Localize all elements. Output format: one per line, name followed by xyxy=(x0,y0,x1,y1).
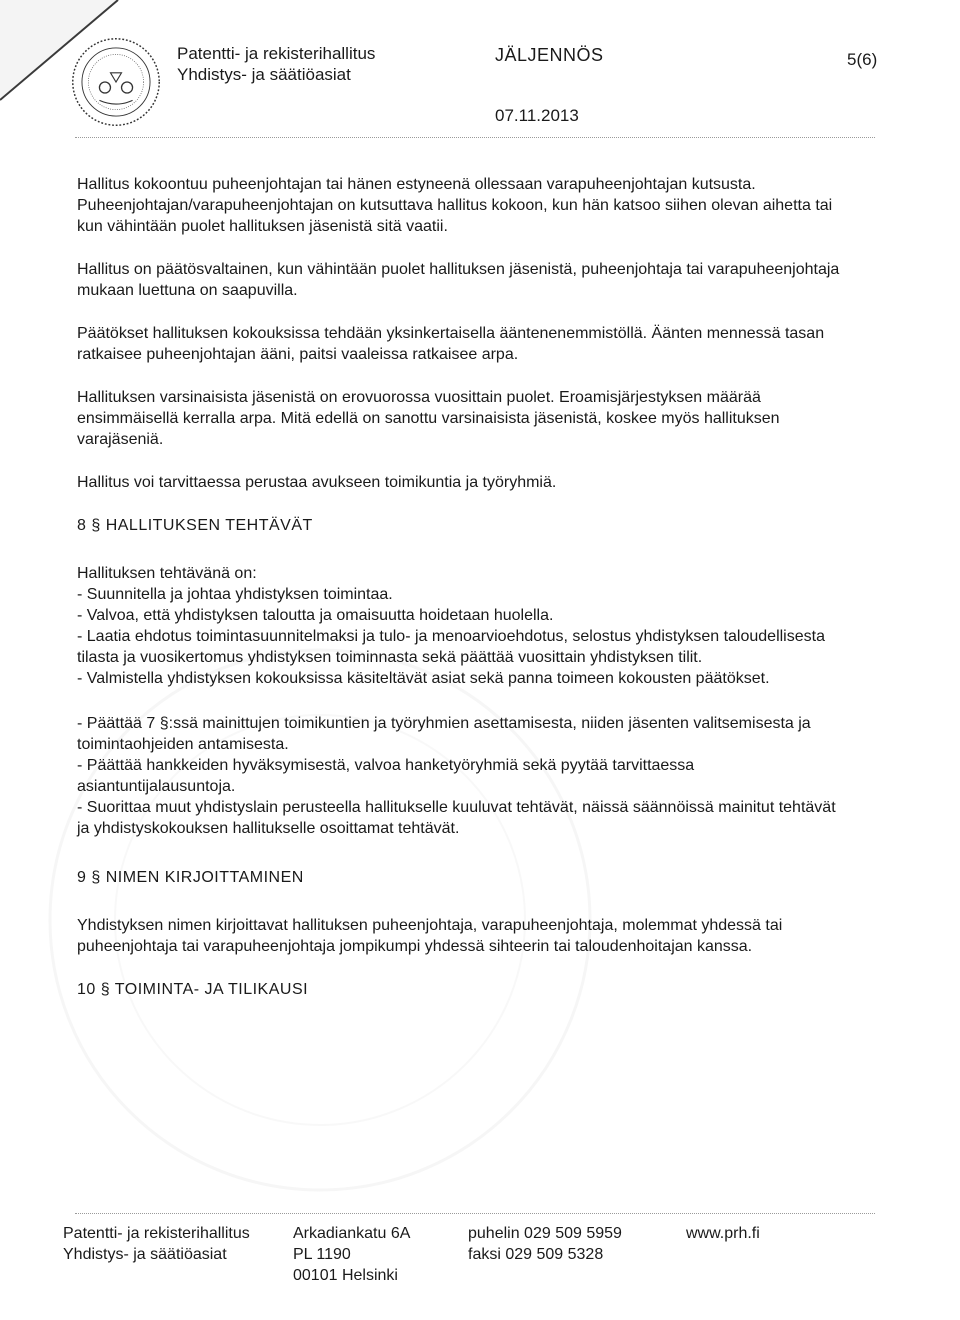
header-organization xyxy=(177,43,375,85)
footer-pobox: PL 1190 xyxy=(293,1246,351,1263)
task-item: - Valvoa, että yhdistyksen taloutta ja omaisuutta hoidetaan huolella. xyxy=(77,607,554,624)
prh-seal-icon xyxy=(70,36,162,128)
footer-street: Arkadiankatu 6A xyxy=(293,1225,411,1242)
paragraph-rotation: Hallituksen varsinaisista jäsenistä on erovuorossa vuosittain puolet. Eroamisjärjestyksen määrää ensimmäisellä kerralla arpa. Mitä edellä on sanottu varsinaisista jäsenistä, koskee myös hallituksen varajäseniä. xyxy=(77,389,780,448)
footer-website xyxy=(686,1223,760,1244)
section-heading-8: 8 § HALLITUKSEN TEHTÄVÄT xyxy=(77,517,313,534)
footer-postcode: 00101 Helsinki xyxy=(293,1267,398,1284)
document-body xyxy=(77,174,847,1027)
task-item: - Suorittaa muut yhdistyslain perusteella hallitukselle kuuluvat tehtävät, näissä säännöissä mainitut tehtävät ja yhdistyskokouksen hallitukselle osoittamat tehtävät. xyxy=(77,799,836,837)
task-item: - Päättää 7 §:ssä mainittujen toimikuntien ja työryhmien asettamisesta, niiden jäsenten valitsemisesta ja toimintaohjeiden antamisesta. xyxy=(77,715,811,753)
header-org-name: Patentti- ja rekisterihallitus xyxy=(177,44,376,63)
footer-organization xyxy=(63,1223,250,1265)
page-number: 5(6) xyxy=(847,50,878,69)
footer-address xyxy=(293,1223,410,1286)
task-item: - Laatia ehdotus toimintasuunnitelmaksi ja tulo- ja menoarvioehdotus, selostus yhdistyksen taloudellisesta tilasta ja vuosikertomus yhdistyksen toiminnasta sekä päättää vuosittain yhdistyksen tilit. xyxy=(77,628,825,666)
footer-org-unit: Yhdistys- ja säätiöasiat xyxy=(63,1246,227,1263)
task-item: - Suunnitella ja johtaa yhdistyksen toimintaa. xyxy=(77,586,393,603)
paragraph-quorum: Hallitus on päätösvaltainen, kun vähintään puolet hallituksen jäsenistä, puheenjohtaja tai varapuheenjohtaja mukaan luettuna on saapuvilla. xyxy=(77,261,840,299)
paragraph-decisions: Päätökset hallituksen kokouksissa tehdään yksinkertaisella ääntenenemmistöllä. Äänten mennessä tasan ratkaisee puheenjohtajan ääni, paitsi vaaleissa ratkaisee arpa. xyxy=(77,325,825,363)
task-item: - Valmistella yhdistyksen kokouksissa käsiteltävät asiat sekä panna toimeen kokousten päätökset. xyxy=(77,670,770,687)
footer-fax: faksi 029 509 5328 xyxy=(468,1246,604,1263)
footer-divider xyxy=(75,1213,875,1214)
paragraph-committees: Hallitus voi tarvittaessa perustaa avukseen toimikuntia ja työryhmiä. xyxy=(77,474,557,491)
section-heading-9: 9 § NIMEN KIRJOITTAMINEN xyxy=(77,869,304,886)
footer-phone: puhelin 029 509 5959 xyxy=(468,1225,622,1242)
paragraph-signing: Yhdistyksen nimen kirjoittavat hallituksen puheenjohtaja, varapuheenjohtaja, molemmat yhdessä tai puheenjohtaja tai varapuheenjohtaja jompikumpi yhdessä sihteerin tai taloudenhoitajan kanssa. xyxy=(77,917,783,955)
section-heading-10: 10 § TOIMINTA- JA TILIKAUSI xyxy=(77,981,309,998)
task-item: - Päättää hankkeiden hyväksymisestä, valvoa hanketyöryhmiä sekä pyytää tarvittaessa asiantuntijalausuntoja. xyxy=(77,757,695,795)
footer-web-link: www.prh.fi xyxy=(686,1225,760,1242)
footer-org-name: Patentti- ja rekisterihallitus xyxy=(63,1225,250,1242)
tasks-intro: Hallituksen tehtävänä on: xyxy=(77,565,257,582)
footer-contact xyxy=(468,1223,622,1265)
paragraph-board-meetings: Hallitus kokoontuu puheenjohtajan tai hänen estyneenä ollessaan varapuheenjohtajan kutsusta. Puheenjohtajan/varapuheenjohtajan on kutsuttava hallitus kokoon, kun hän katsoo siihen olevan aihetta tai kun vähintään puolet hallituksen jäsenistä sitä vaatii. xyxy=(77,176,833,235)
document-title: JÄLJENNÖS xyxy=(495,45,604,65)
header-org-unit: Yhdistys- ja säätiöasiat xyxy=(177,65,351,84)
header-divider xyxy=(75,137,875,138)
document-date: 07.11.2013 xyxy=(495,106,579,125)
